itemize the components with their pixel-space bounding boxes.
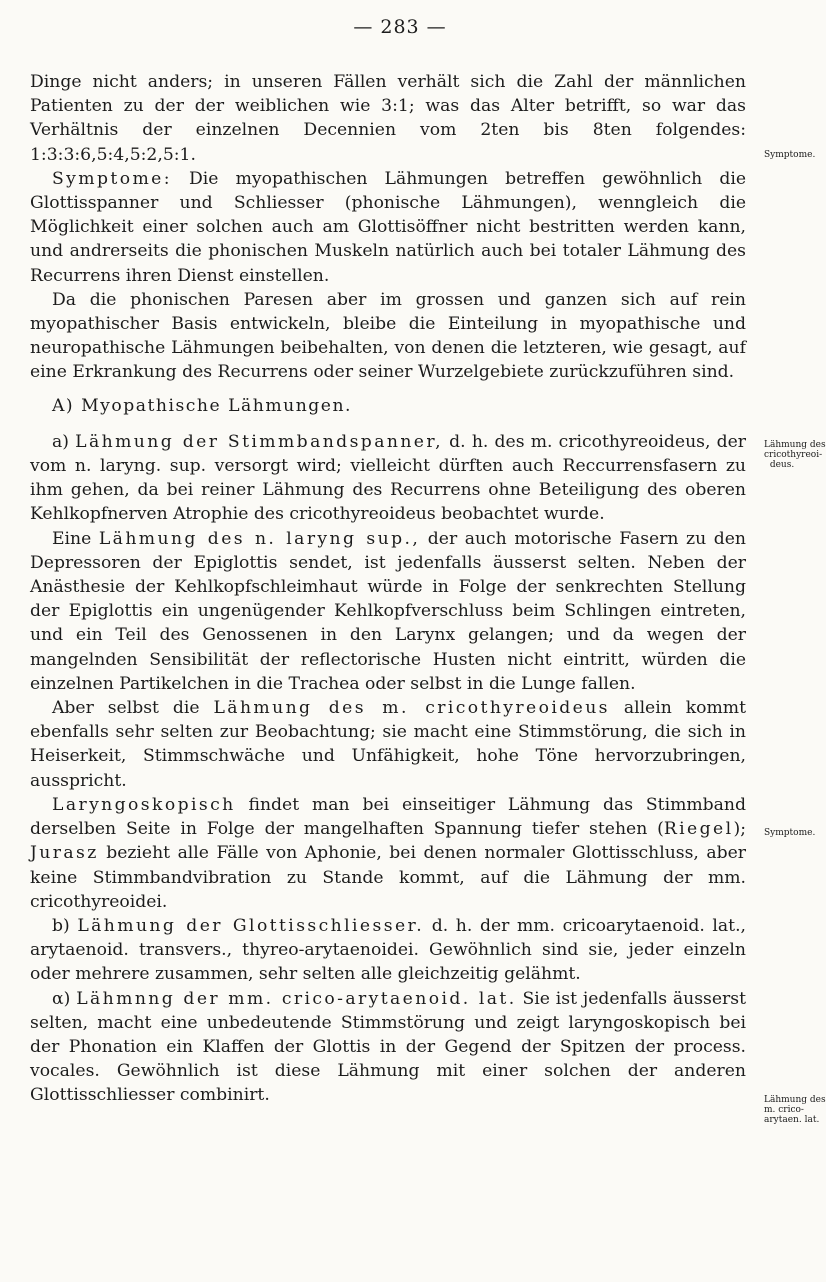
term-symptome: Symptome: xyxy=(52,168,172,189)
text-column xyxy=(30,70,746,1108)
author-jurasz: Jurasz xyxy=(30,843,99,864)
term-crico-arytaenoid: Lähmnng der mm. crico-arytaenoid. lat. xyxy=(76,988,517,1009)
paragraph-3: Da die phonischen Paresen aber im grossen und ganzen sich auf rein myopathischer Basis entwickeln, bleibe die Einteilung in myopathische und neuropathische Lähmungen beibehalten, von denen die letzteren, wie gesagt, auf eine Erkrankung des Recurrens oder seiner Wurzelgebiete zurückzuführen sind. xyxy=(30,289,746,383)
term-cricothyreoideus: Lähmung des m. cricothyreoideus xyxy=(213,698,610,719)
term-laryng-sup: Lähmung des n. laryng sup., xyxy=(98,528,421,549)
paragraph-symptome: Symptome: Die myopathischen Lähmungen betreffen gewöhnlich die Glottisspanner und Schliesser (phonische Lähmungen), wenngleich die Möglichkeit einer solchen auch am Glottisöffner nicht bestritten werden kann, und andrerseits die phonischen Muskeln natürlich auch bei totaler Lähmung des Recurrens ihren Dienst einstellen. xyxy=(30,168,746,286)
term-glottisschliesser: Lähmung der Glottisschliesser. xyxy=(77,915,425,936)
section-heading: A) Myopathische Lähmungen. xyxy=(52,395,352,416)
paragraph-cricothyreoideus: Aber selbst die Lähmung des m. cricothyreoideus allein kommt ebenfalls sehr selten zur Beobachtung; sie macht eine Stimmstörung, die sich in Heiserkeit, Stimmschwäche und Unfähigkeit, hohe Töne hervorzubringen, ausspricht. xyxy=(30,698,746,791)
paragraph-stimmbandspanner: a) Lähmung der Stimmbandspanner, d. h. des m. cricothyreoideus, der vom n. laryng. sup. versorgt wird; vielleicht dürften auch Reccurrensfasern zu ihm gehen, da bei reiner Lähmung des Recurrens ohne Beteiligung des oberen Kehlkopfnerven Atrophie des cricothyreoideus beobachtet wurde. xyxy=(30,431,747,525)
paragraph-laryng-sup: Eine Lähmung des n. laryng sup., der auch motorische Fasern zu den Depressoren der Epiglottis sendet, ist jedenfalls äusserst selten. Neben der Anästhesie der Kehlkopfschleimhaut würde in Folge der senkrechten Stellung der Epiglottis ein ungenügender Kehlkopfverschluss beim Schlingen eintreten, und ein Teil des Genossenen in den Larynx gelangen; und da wegen der mangelnden Sensibilität der reflectorische Husten nicht eintritt, würden die einzelnen Partikelchen in die Trachea oder selbst in die Lunge fallen. xyxy=(30,528,746,694)
margin-note-symptome: Symptome. xyxy=(764,150,816,160)
margin-note-cricothyreoideus: Lähmung des cricothyreoi- deus. xyxy=(764,440,826,470)
paragraph-glottisschliesser: b) Lähmung der Glottisschliesser. d. h. der mm. cricoarytaenoid. lat., arytaenoid. transvers., thyreo-arytaenoidei. Gewöhnlich sind sie, jeder einzeln oder mehrere zusammen, sehr selten alle gleichzeitig gelähmt. xyxy=(30,915,747,985)
author-riegel: Riegel xyxy=(663,819,734,840)
margin-note-crico-arytaenoid: Lähmung des m. crico- arytaen. lat. xyxy=(764,1095,826,1125)
margin-note-symptome-2: Symptome. xyxy=(764,828,816,838)
term-laryngoskopisch: Laryngoskopisch xyxy=(52,794,236,815)
page-number: — 283 — xyxy=(353,16,447,38)
term-stimmbandspanner: Lähmung der Stimmbandspanner, xyxy=(75,431,443,452)
paragraph-crico-arytaenoid: α) Lähmnng der mm. crico-arytaenoid. lat. Sie ist jedenfalls äusserst selten, macht eine unbedeutende Stimmstörung und zeigt laryngoskopisch bei der Phonation ein Klaffen der Glottis in der Gegend der Spitzen der process. vocales. Gewöhnlich ist diese Lähmung mit einer solchen der anderen Glottisschliesser combinirt. xyxy=(30,988,746,1106)
paragraph-laryngoskopisch: Laryngoskopisch findet man bei einseitiger Lähmung das Stimmband derselben Seite in Folge der mangelhaften Spannung tiefer stehen (Riegel); Jurasz bezieht alle Fälle von Aphonie, bei denen normaler Glottisschluss, aber keine Stimmbandvibration zu Stande kommt, auf die Lähmung der mm. cricothyreoidei. xyxy=(30,794,746,912)
paragraph-1: Dinge nicht anders; in unseren Fällen verhält sich die Zahl der männlichen Patienten zu der der weiblichen wie 3:1; was das Alter betrifft, so war das Verhältnis der einzelnen Decennien vom 2ten bis 8ten folgendes: 1:3:3:6,5:4,5:2,5:1. xyxy=(30,72,746,165)
